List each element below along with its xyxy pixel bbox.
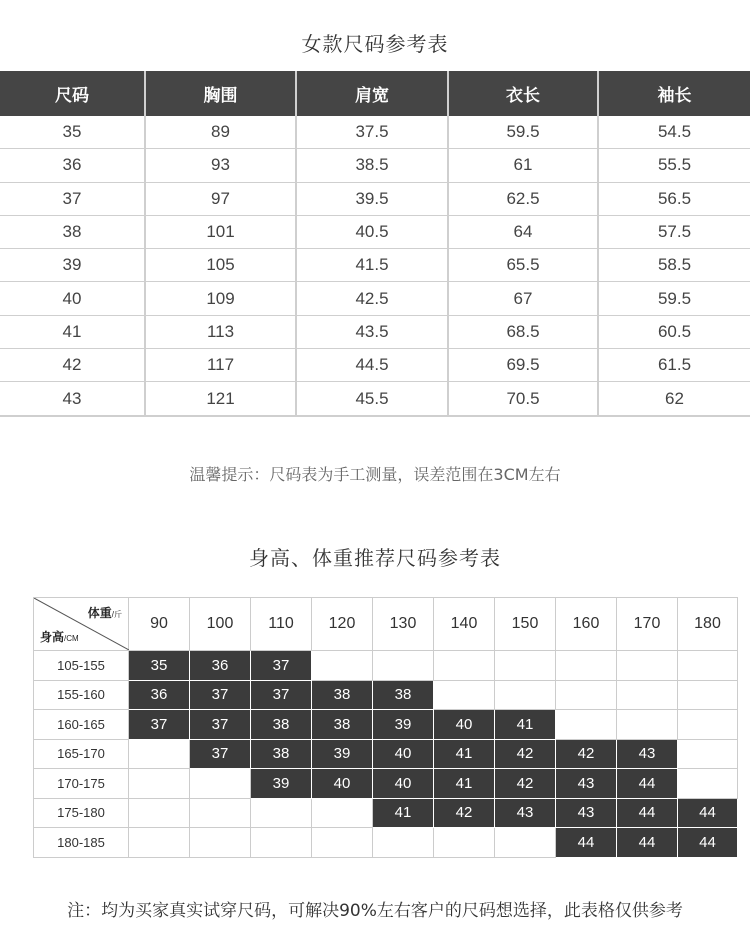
size-chart-title: 女款尺码参考表 [301,32,449,56]
size-row [0,282,750,315]
size-cell: 59.5 [448,116,598,149]
height-label-cell: 170-175 [34,769,129,799]
empty-cell [556,651,617,681]
size-cell: 70.5 [448,382,598,416]
weight-header-cell: 90 [129,598,190,651]
recommended-size-cell: 39 [373,710,434,740]
recommended-size-cell: 41 [495,710,556,740]
recommend-row [34,651,738,681]
size-cell: 37 [0,182,145,215]
recommend-row [34,680,738,710]
recommended-size-cell: 37 [251,651,312,681]
size-row [0,215,750,248]
size-cell: 43.5 [296,315,448,348]
size-cell: 58.5 [598,249,750,282]
recommended-size-cell: 36 [129,680,190,710]
recommended-size-cell: 43 [495,798,556,828]
recommend-row [34,828,738,858]
weight-header-cell: 140 [434,598,495,651]
recommended-size-cell: 43 [556,769,617,799]
empty-cell [190,828,251,858]
weight-header-cell: 170 [617,598,678,651]
size-row [0,349,750,382]
recommended-size-cell: 38 [251,710,312,740]
size-cell: 93 [145,149,296,182]
empty-cell [251,828,312,858]
recommended-size-cell: 38 [373,680,434,710]
size-chart-table [0,71,750,417]
corner-cell [34,598,129,651]
size-row [0,249,750,282]
size-cell: 55.5 [598,149,750,182]
size-cell: 36 [0,149,145,182]
recommended-size-cell: 36 [190,651,251,681]
height-label-cell: 155-160 [34,680,129,710]
height-axis-label: 身高/CM [40,630,79,644]
recommended-size-cell: 37 [129,710,190,740]
size-header-cell: 袖长 [598,71,750,116]
size-cell: 113 [145,315,296,348]
recommend-header-row [34,598,738,651]
empty-cell [190,769,251,799]
size-cell: 57.5 [598,215,750,248]
recommended-size-cell: 44 [678,828,738,858]
size-chart-header-row [0,71,750,116]
size-header-cell: 尺码 [0,71,145,116]
size-cell: 89 [145,116,296,149]
recommended-size-cell: 42 [434,798,495,828]
size-cell: 68.5 [448,315,598,348]
recommended-size-cell: 41 [434,769,495,799]
size-cell: 101 [145,215,296,248]
empty-cell [312,798,373,828]
recommended-size-cell: 44 [678,798,738,828]
recommended-size-cell: 44 [617,828,678,858]
height-label-cell: 105-155 [34,651,129,681]
weight-header-cell: 160 [556,598,617,651]
recommended-size-cell: 44 [556,828,617,858]
weight-header-cell: 120 [312,598,373,651]
size-cell: 40 [0,282,145,315]
empty-cell [678,710,738,740]
empty-cell [373,651,434,681]
empty-cell [434,651,495,681]
size-cell: 117 [145,349,296,382]
recommended-size-cell: 43 [556,798,617,828]
size-cell: 61.5 [598,349,750,382]
size-cell: 64 [448,215,598,248]
size-cell: 43 [0,382,145,416]
recommend-row [34,739,738,769]
empty-cell [434,828,495,858]
size-cell: 61 [448,149,598,182]
size-cell: 44.5 [296,349,448,382]
size-cell: 41.5 [296,249,448,282]
size-cell: 42.5 [296,282,448,315]
size-cell: 54.5 [598,116,750,149]
recommended-size-cell: 40 [373,739,434,769]
weight-header-cell: 100 [190,598,251,651]
recommended-size-cell: 35 [129,651,190,681]
recommend-row [34,710,738,740]
empty-cell [251,798,312,828]
size-cell: 42 [0,349,145,382]
footnote: 注：均为买家真实试穿尺码，可解决90%左右客户的尺码想选择，此表格仅供参考 [67,901,683,921]
weight-header-cell: 180 [678,598,738,651]
recommended-size-cell: 37 [190,710,251,740]
recommended-size-cell: 37 [251,680,312,710]
weight-header-cell: 150 [495,598,556,651]
recommended-size-cell: 37 [190,739,251,769]
size-row [0,182,750,215]
recommend-row [34,769,738,799]
size-cell: 59.5 [598,282,750,315]
recommended-size-cell: 40 [434,710,495,740]
empty-cell [495,680,556,710]
empty-cell [129,798,190,828]
empty-cell [556,710,617,740]
recommended-size-cell: 42 [556,739,617,769]
size-cell: 60.5 [598,315,750,348]
size-cell: 105 [145,249,296,282]
size-cell: 69.5 [448,349,598,382]
empty-cell [129,739,190,769]
recommended-size-cell: 38 [312,710,373,740]
size-cell: 67 [448,282,598,315]
weight-axis-label: 体重/斤 [87,606,122,620]
recommended-size-cell: 42 [495,769,556,799]
size-cell: 65.5 [448,249,598,282]
size-cell: 35 [0,116,145,149]
height-label-cell: 160-165 [34,710,129,740]
size-cell: 62.5 [448,182,598,215]
size-cell: 38 [0,215,145,248]
recommended-size-cell: 44 [617,798,678,828]
recommend-chart-title: 身高、体重推荐尺码参考表 [249,546,501,570]
size-cell: 56.5 [598,182,750,215]
size-cell: 97 [145,182,296,215]
recommend-row [34,798,738,828]
size-cell: 40.5 [296,215,448,248]
weight-header-cell: 130 [373,598,434,651]
empty-cell [312,828,373,858]
size-cell: 37.5 [296,116,448,149]
empty-cell [678,651,738,681]
size-row [0,315,750,348]
weight-header-cell: 110 [251,598,312,651]
empty-cell [678,739,738,769]
empty-cell [129,769,190,799]
recommended-size-cell: 38 [251,739,312,769]
empty-cell [617,680,678,710]
empty-cell [373,828,434,858]
size-cell: 41 [0,315,145,348]
size-cell: 39 [0,249,145,282]
size-header-cell: 衣长 [448,71,598,116]
empty-cell [678,680,738,710]
recommended-size-cell: 44 [617,769,678,799]
recommend-chart-table [33,597,738,858]
empty-cell [312,651,373,681]
empty-cell [434,680,495,710]
recommended-size-cell: 42 [495,739,556,769]
size-cell: 109 [145,282,296,315]
size-cell: 62 [598,382,750,416]
empty-cell [678,769,738,799]
size-cell: 121 [145,382,296,416]
empty-cell [129,828,190,858]
empty-cell [617,651,678,681]
size-row [0,382,750,416]
empty-cell [495,651,556,681]
recommended-size-cell: 40 [312,769,373,799]
recommended-size-cell: 40 [373,769,434,799]
size-header-cell: 胸围 [145,71,296,116]
recommended-size-cell: 39 [312,739,373,769]
recommended-size-cell: 41 [373,798,434,828]
measurement-tip: 温馨提示：尺码表为手工测量，误差范围在3CM左右 [189,465,561,484]
empty-cell [617,710,678,740]
size-row [0,116,750,149]
size-cell: 38.5 [296,149,448,182]
empty-cell [495,828,556,858]
empty-cell [190,798,251,828]
size-cell: 45.5 [296,382,448,416]
size-row [0,149,750,182]
height-label-cell: 175-180 [34,798,129,828]
recommended-size-cell: 37 [190,680,251,710]
height-label-cell: 165-170 [34,739,129,769]
recommended-size-cell: 43 [617,739,678,769]
height-label-cell: 180-185 [34,828,129,858]
recommended-size-cell: 39 [251,769,312,799]
empty-cell [556,680,617,710]
size-header-cell: 肩宽 [296,71,448,116]
size-cell: 39.5 [296,182,448,215]
recommended-size-cell: 38 [312,680,373,710]
recommended-size-cell: 41 [434,739,495,769]
